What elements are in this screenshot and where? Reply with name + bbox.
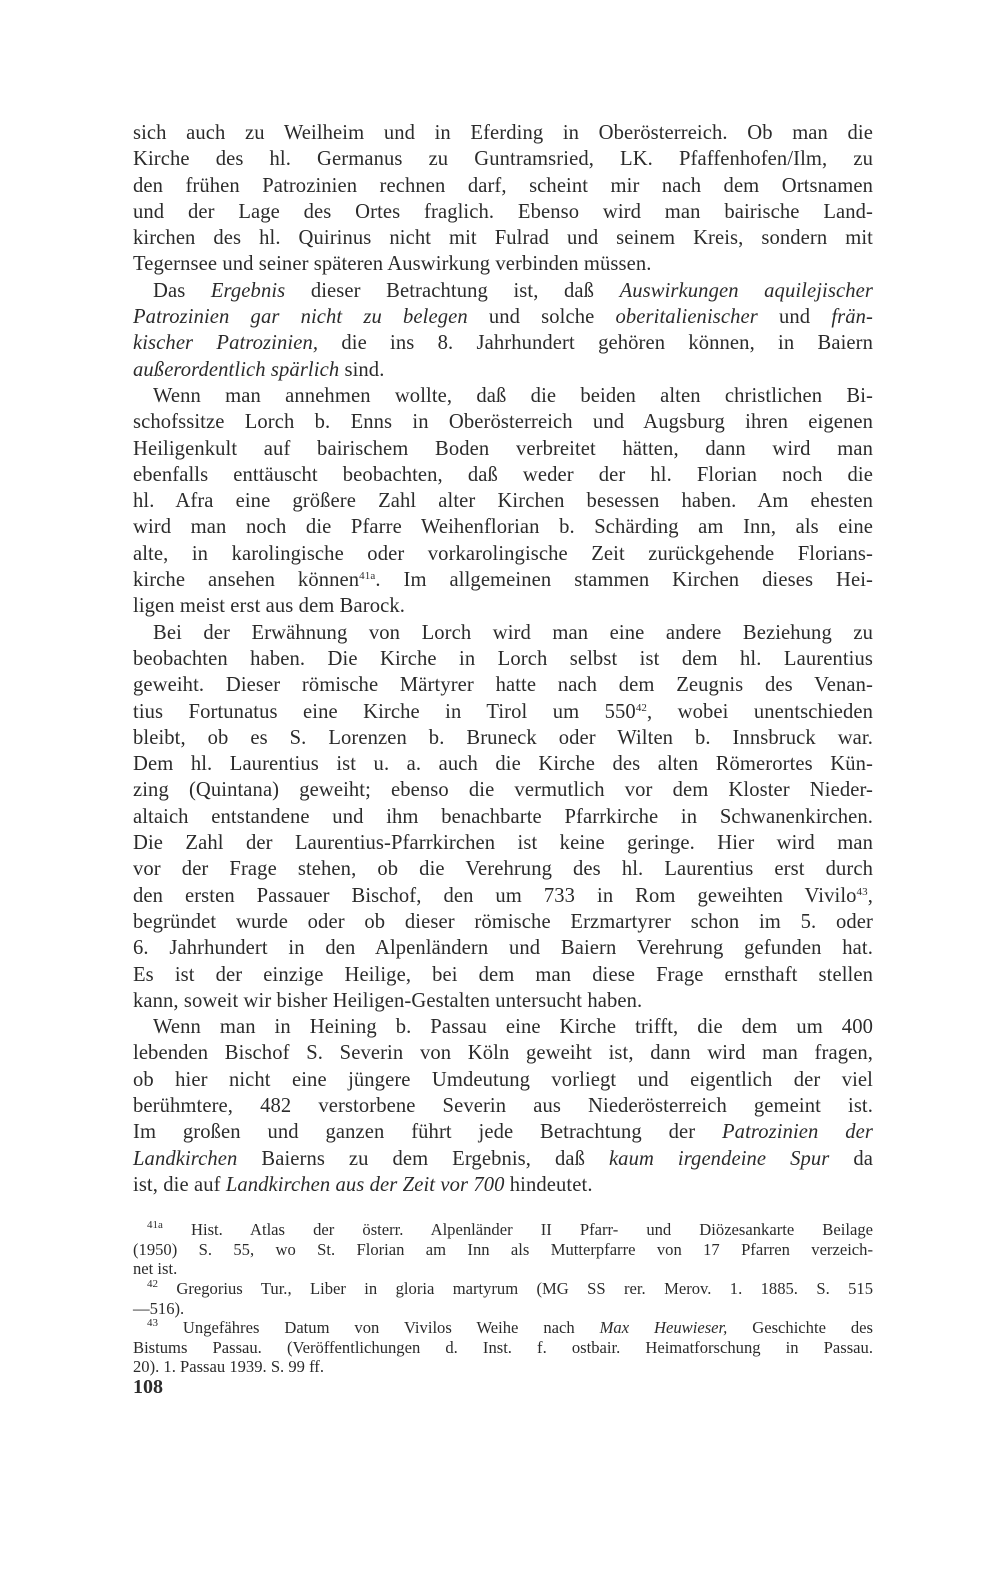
- page-body: [133, 120, 873, 1377]
- text-line: Das Ergebnis dieser Betrachtung ist, daß Auswirkungen aquilejischer: [153, 279, 873, 302]
- paragraph-1: [133, 120, 873, 278]
- footnote-line: net ist.: [133, 1259, 178, 1279]
- text-line: lebenden Bischof S. Severin von Köln geweiht ist, dann wird man fragen,: [133, 1042, 873, 1065]
- text-line: 6. Jahrhundert in den Alpenländern und Baiern Verehrung gefunden hat.: [133, 937, 873, 960]
- text-line: sich auch zu Weilheim und in Eferding in Oberösterreich. Ob man die: [133, 122, 873, 144]
- text-line: Wenn man in Heining b. Passau eine Kirche trifft, die dem um 400: [153, 1016, 873, 1039]
- text-line: zing (Quintana) geweiht; ebenso die vermutlich vor dem Kloster Nieder-: [133, 779, 873, 802]
- text-line: ob hier nicht eine jüngere Umdeutung vorliegt und eigentlich der viel: [133, 1068, 873, 1091]
- text-line: kirchen des hl. Quirinus nicht mit Fulrad und seinem Kreis, sondern mit: [133, 227, 873, 250]
- text-line: Bei der Erwähnung von Lorch wird man eine andere Beziehung zu: [153, 621, 873, 644]
- text-line: alte, in karolingische oder vorkarolingische Zeit zurückgehende Florians-: [133, 542, 873, 565]
- footnote-ref-41a: 41a: [359, 570, 376, 583]
- footnote-line: $^{43}$ Ungefähres Datum von Vivilos Weihe nach Max Heuwieser, Geschichte des: [147, 1317, 873, 1338]
- text-line: Patrozinien gar nicht zu belegen und solche oberitalienischer und frän-: [133, 306, 873, 329]
- text-line: außerordentlich spärlich sind.: [133, 358, 385, 381]
- text-line: kischer Patrozinien, die ins 8. Jahrhundert gehören können, in Baiern: [133, 332, 874, 355]
- footnote-41a: [133, 1220, 873, 1279]
- text-line: Heiligenkult auf bairischem Boden verbreitet hätten, dann wird man: [133, 437, 873, 460]
- text-line: Dem hl. Laurentius ist u. a. auch die Kirche des alten Römerortes Kün-: [133, 753, 873, 776]
- text-line: vor der Frage stehen, ob die Verehrung des hl. Laurentius erst durch: [133, 858, 873, 881]
- paragraph-4: [133, 620, 873, 646]
- paragraph-3-cont: [133, 409, 873, 619]
- paragraph-5-cont: [133, 1040, 873, 1198]
- text-line: ligen meist erst aus dem Barock.: [133, 595, 405, 618]
- text-line: altaich entstandene und ihm benachbarte Pfarrkirche in Schwanenkirchen.: [133, 805, 873, 828]
- text-line: begründet wurde oder ob dieser römische Erzmartyrer schon im 5. oder: [133, 910, 873, 933]
- text-line: Tegernsee und seiner späteren Auswirkung verbinden müssen.: [133, 253, 652, 276]
- footnote-ref-42: 42: [635, 701, 648, 714]
- paragraph-4-cont: [133, 646, 873, 1014]
- paragraph-2-cont: [133, 304, 873, 383]
- text-line: Landkirchen Baierns zu dem Ergebnis, daß kaum irgendeine Spur da: [133, 1147, 873, 1170]
- text-line: den frühen Patrozinien rechnen darf, scheint mir nach dem Ortsnamen: [133, 174, 873, 197]
- page-number: 108: [133, 1376, 163, 1398]
- footnote-line: (1950) S. 55, wo St. Florian am Inn als Mutterpfarre von 17 Pfarren verzeich-: [133, 1239, 873, 1259]
- footnote-marker: 42: [147, 1277, 158, 1290]
- text-line: ebenfalls enttäuscht beobachten, daß weder der hl. Florian noch die: [133, 463, 873, 486]
- footnote-42: [133, 1279, 873, 1318]
- text-line: beobachten haben. Die Kirche in Lorch selbst ist dem hl. Laurentius: [133, 647, 873, 670]
- text-line: Wenn man annehmen wollte, daß die beiden alten christlichen Bi-: [153, 384, 873, 407]
- footnote-line: 20). 1. Passau 1939. S. 99 ff.: [133, 1357, 324, 1377]
- text-line: tius Fortunatus eine Kirche in Tirol um 550$^{42}$, wobei unentschieden: [133, 700, 873, 723]
- text-line: Die Zahl der Laurentius-Pfarrkirchen ist keine geringe. Hier wird man: [133, 832, 873, 855]
- text-line: Im großen und ganzen führt jede Betrachtung der Patrozinien der: [133, 1121, 873, 1144]
- paragraph-3: [133, 383, 873, 409]
- text-line: geweiht. Dieser römische Märtyrer hatte nach dem Zeugnis des Venan-: [133, 674, 873, 697]
- text-line: wird man noch die Pfarre Weihenflorian b. Schärding am Inn, als eine: [133, 516, 873, 539]
- paragraph-2: [133, 278, 873, 304]
- text-line: hl. Afra eine größere Zahl alter Kirchen besessen haben. Am ehesten: [133, 490, 873, 513]
- footnote-marker: 43: [147, 1317, 158, 1330]
- footnote-43: [133, 1318, 873, 1377]
- text-line: bleibt, ob es S. Lorenzen b. Bruneck oder Wilten b. Innsbruck war.: [133, 726, 873, 749]
- text-line: Kirche des hl. Germanus zu Guntramsried, LK. Pfaffenhofen/Ilm, zu: [133, 148, 873, 171]
- footnote-line: $^{42}$ Gregorius Tur., Liber in gloria martyrum (MG SS rer. Merov. 1. 1885. S. 515: [147, 1277, 873, 1298]
- footnote-line: —516).: [133, 1298, 185, 1318]
- text-line: berühmtere, 482 verstorbene Severin aus Niederösterreich gemeint ist.: [133, 1094, 873, 1117]
- text-line: schofssitze Lorch b. Enns in Oberösterreich und Augsburg ihren eigenen: [133, 411, 873, 434]
- paragraph-5: [133, 1014, 873, 1040]
- text-line: ist, die auf Landkirchen aus der Zeit vor 700 hindeutet.: [133, 1173, 593, 1196]
- footnote-line: $^{41a}$ Hist. Atlas der österr. Alpenländer II Pfarr- und Diözesankarte Beilage: [147, 1219, 873, 1240]
- text-line: und der Lage des Ortes fraglich. Ebenso wird man bairische Land-: [133, 200, 873, 223]
- footnote-line: Bistums Passau. (Veröffentlichungen d. Inst. f. ostbair. Heimatforschung in Passau.: [133, 1337, 873, 1357]
- footnote-ref-43: 43: [856, 885, 868, 898]
- text-line: kann, soweit wir bisher Heiligen-Gestalten untersucht haben.: [133, 989, 643, 1012]
- footnotes: [133, 1220, 873, 1377]
- footnote-marker: 41a: [147, 1219, 163, 1232]
- text-line: kirche ansehen können$^{41a}$. Im allgemeinen stammen Kirchen dieses Hei-: [133, 569, 873, 592]
- text-line: den ersten Passauer Bischof, den um 733 in Rom geweihten Vivilo$^{43}$,: [133, 884, 873, 907]
- text-line: Es ist der einzige Heilige, bei dem man diese Frage ernsthaft stellen: [133, 963, 873, 986]
